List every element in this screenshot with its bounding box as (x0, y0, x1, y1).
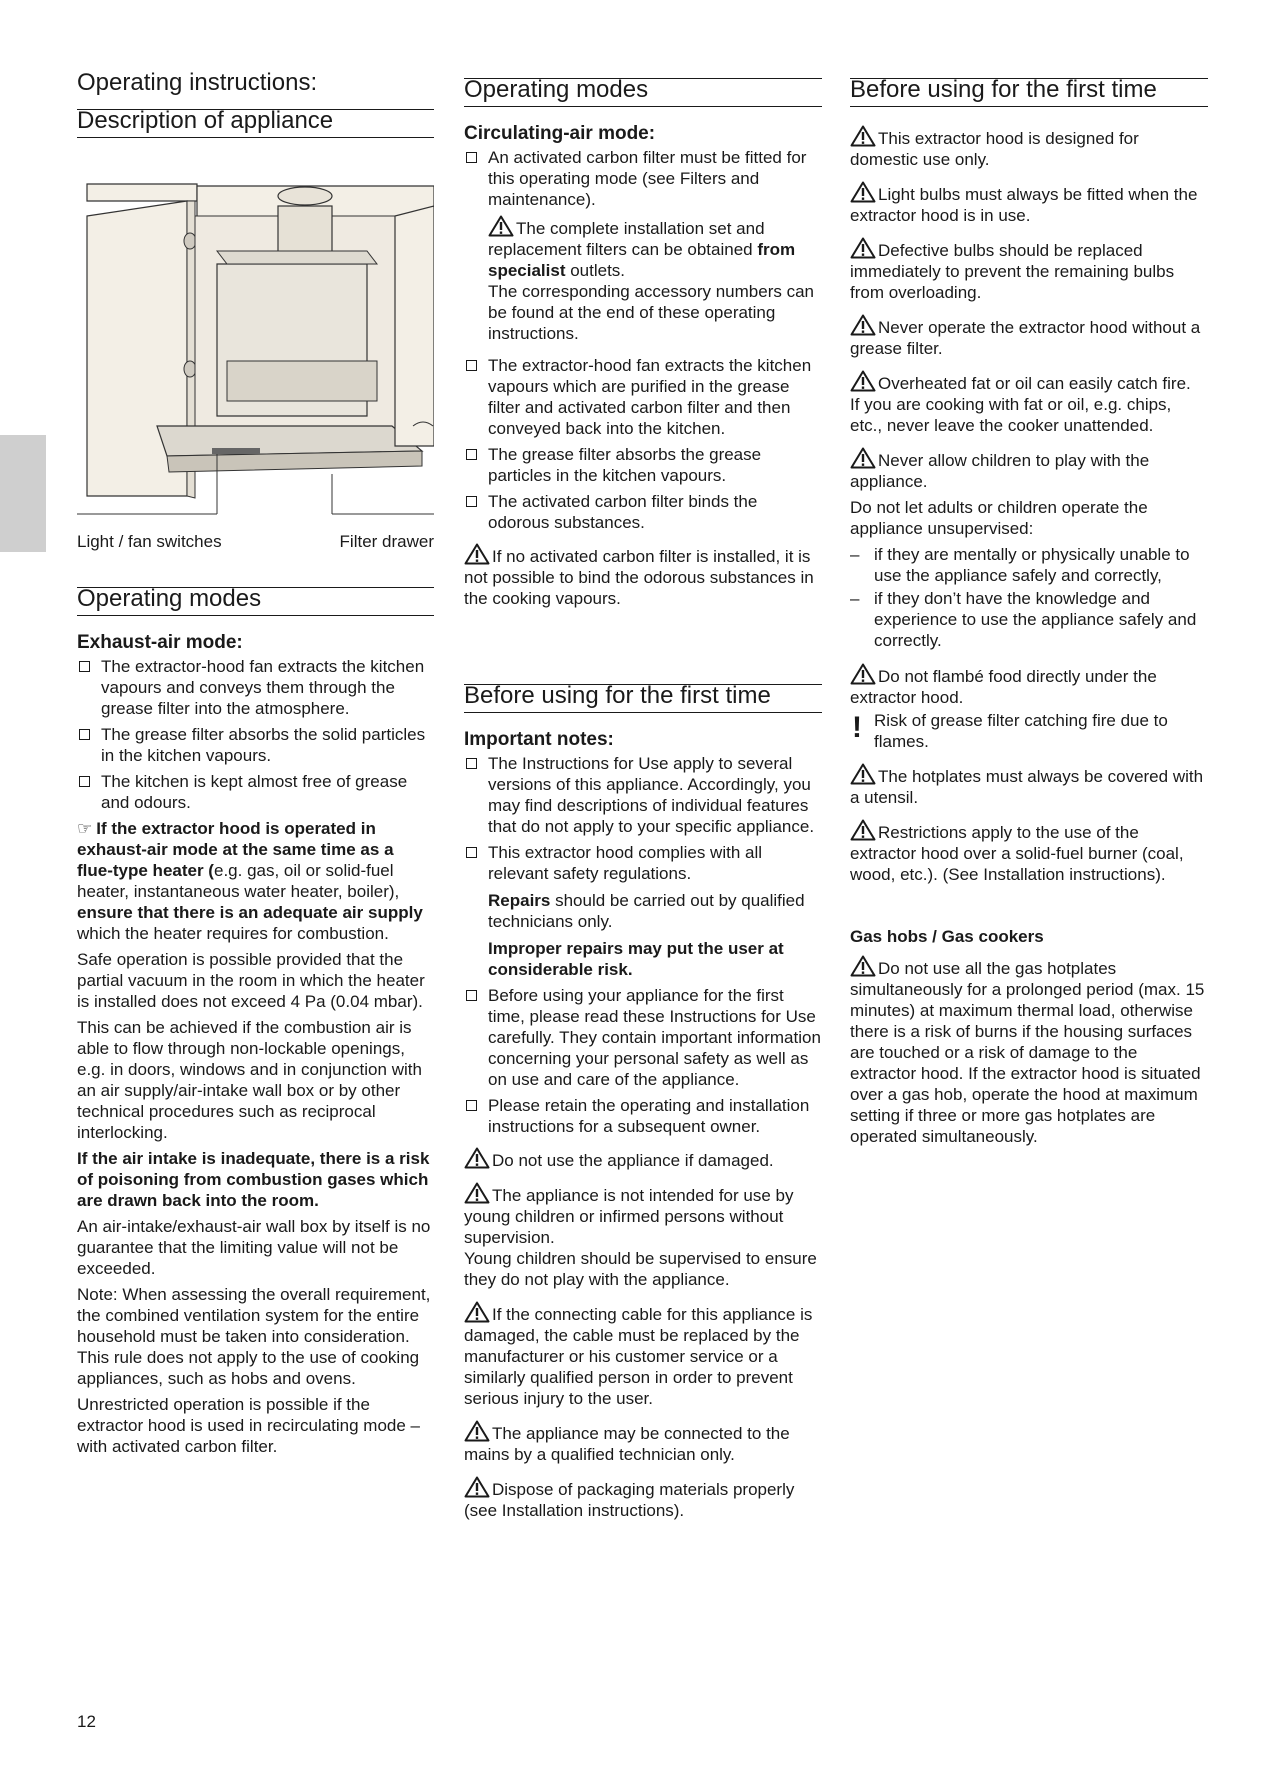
list-item: The extractor-hood fan extracts the kitchen vapours and conveys them through the grease filter into the atmosphere. (77, 656, 434, 719)
warning-icon (850, 237, 876, 259)
page-title: Operating instructions: (77, 69, 318, 96)
chapter-tab (0, 435, 46, 552)
circulating-air-heading: Circulating-air mode: (464, 123, 656, 144)
domestic-use-warning: This extractor hood is designed for domestic use only. (850, 125, 1208, 170)
warning-icon (488, 215, 514, 237)
list-item: – if they don’t have the knowledge and experience to use the appliance safely and correctly. (850, 588, 1208, 651)
list-item: Please retain the operating and installation instructions for a subsequent owner. (464, 1095, 822, 1137)
before-first-use-heading: Before using for the first time (850, 78, 1208, 107)
column-2 (464, 0, 822, 1532)
circulating-air-list-2 (464, 355, 822, 533)
warning-icon (464, 1476, 490, 1498)
defective-bulbs-warning: Defective bulbs should be replaced immediately to prevent the remaining bulbs from overloading. (850, 237, 1208, 303)
important-notes-list (464, 753, 822, 1137)
flue-heater-note: ☞ If the extractor hood is operated in exhaust-air mode at the same time as a flue-type heater (e.g. gas, oil or solid-fuel heater, instantaneous water heater, boiler), ensure that there is an adequate air supply which the heater requires for combustion. (77, 819, 423, 943)
para-note: Note: When assessing the overall requirement, the combined ventilation system for the entire household must be taken into consideration. This rule does not apply to the use of cooking appliances, such as hobs and ovens. (77, 1285, 431, 1388)
extractor-hood-illustration (77, 156, 434, 531)
warning-icon (464, 1301, 490, 1323)
damaged-warning: Do not use the appliance if damaged. (464, 1147, 822, 1171)
list-item: The grease filter absorbs the solid particles in the kitchen vapours. (77, 724, 434, 766)
operating-modes-heading: Operating modes (77, 587, 434, 616)
warning-icon (464, 1147, 490, 1169)
para-unrestricted: Unrestricted operation is possible if the extractor hood is used in recirculating mode – with activated carbon filter. (77, 1395, 421, 1456)
list-item: The activated carbon filter binds the odorous substances. (464, 491, 822, 533)
cable-warning: If the connecting cable for this appliance is damaged, the cable must be replaced by the manufacturer or his customer service or a similarly qualified person in order to prevent serious injury to the user. (464, 1301, 822, 1409)
adults-list (850, 544, 1208, 651)
warning-icon (464, 1182, 490, 1204)
column-3 (850, 0, 1208, 1158)
description-heading: Description of appliance (77, 109, 434, 138)
exhaust-air-list (77, 656, 434, 813)
column-1 (77, 0, 434, 1462)
installation-set-warning: The complete installation set and replacement filters can be obtained from specialist outlets. The corresponding accessory numbers can be found at the end of these operating instructions. (464, 215, 822, 344)
packaging-warning: Dispose of packaging materials properly (see Installation instructions). (464, 1476, 822, 1521)
adults-note: Do not let adults or children operate the appliance unsupervised: (850, 498, 1148, 538)
list-item: The grease filter absorbs the grease particles in the kitchen vapours. (464, 444, 822, 486)
operating-modes-heading: Operating modes (464, 78, 822, 107)
carbon-filter-warning: If no activated carbon filter is installed, it is not possible to bind the odorous substances in the cooking vapours. (464, 543, 822, 609)
list-item: An activated carbon filter must be fitted for this operating mode (see Filters and maintenance). (464, 147, 822, 210)
para-combustion-air: This can be achieved if the combustion air is able to flow through non-lockable openings, e.g. in doors, windows and in conjunction with an air supply/air-intake wall box or by other technical procedures such as reciprocal interlocking. (77, 1018, 422, 1142)
warning-icon (850, 763, 876, 785)
exclamation-icon: ! (852, 711, 862, 744)
before-first-use-heading: Before using for the first time (464, 684, 822, 713)
circulating-air-list (464, 147, 822, 210)
list-item: Before using your appliance for the first time, please read these Instructions for Use carefully. They contain important information concerning your personal safety as well as on use and care of the appliance. (464, 985, 822, 1090)
list-item: The kitchen is kept almost free of grease and odours. (77, 771, 434, 813)
para-poisoning-risk: If the air intake is inadequate, there is a risk of poisoning from combustion gases which are drawn back into the room. (77, 1149, 430, 1210)
exhaust-air-heading: Exhaust-air mode: (77, 632, 243, 653)
warning-icon (850, 314, 876, 336)
warning-icon (850, 955, 876, 977)
warning-icon (850, 447, 876, 469)
page-number: 12 (77, 1712, 96, 1731)
overheated-fat-warning: Overheated fat or oil can easily catch fire. If you are cooking with fat or oil, e.g. chips, etc., never leave the cooker unattended. (850, 370, 1208, 436)
figure-label-filter-drawer: Filter drawer (339, 532, 434, 551)
list-item: The Instructions for Use apply to several versions of this appliance. Accordingly, you may find descriptions of individual features that do not apply to your specific appliance. (464, 753, 822, 837)
flambe-warning: Do not flambé food directly under the extractor hood. (850, 663, 1208, 708)
list-item: – if they are mentally or physically unable to use the appliance safely and correctly, (850, 544, 1208, 586)
warning-icon (850, 370, 876, 392)
warning-icon (850, 125, 876, 147)
warning-icon (850, 181, 876, 203)
fire-risk-note: ! Risk of grease filter catching fire due to flames. (852, 711, 1168, 751)
appliance-figure (77, 156, 434, 551)
figure-label-switches: Light / fan switches (77, 532, 222, 551)
para-safe-operation: Safe operation is possible provided that the partial vacuum in the room in which the heater is installed does not exceed 4 Pa (0.04 mbar). (77, 950, 425, 1011)
warning-icon (850, 819, 876, 841)
grease-filter-warning: Never operate the extractor hood without a grease filter. (850, 314, 1208, 359)
important-notes-heading: Important notes: (464, 729, 614, 750)
list-item: This extractor hood complies with all relevant safety regulations. Repairs should be carried out by qualified technicians only. Improper repairs may put the user at considerable risk. (464, 842, 822, 980)
gas-hotplates-warning: Do not use all the gas hotplates simultaneously for a prolonged period (max. 15 minutes) at maximum thermal load, otherwise there is a risk of burns if the housing surfaces are touched or a risk of damage to the extractor hood. If the extractor hood is situated over a gas hob, operate the hood at maximum setting if three or more gas hotplates are operated simultaneously. (850, 955, 1208, 1147)
warning-icon (464, 543, 490, 565)
pointing-hand-icon: ☞ (77, 819, 93, 838)
solid-fuel-warning: Restrictions apply to the use of the extractor hood over a solid-fuel burner (coal, wood, etc.). (See Installation instructions). (850, 819, 1208, 885)
light-bulbs-warning: Light bulbs must always be fitted when the extractor hood is in use. (850, 181, 1208, 226)
warning-icon (850, 663, 876, 685)
mains-warning: The appliance may be connected to the mains by a qualified technician only. (464, 1420, 822, 1465)
children-play-warning: Never allow children to play with the appliance. (850, 447, 1208, 492)
children-warning: The appliance is not intended for use by young children or infirmed persons without supervision. Young children should be supervised to ensure they do not play with the appliance. (464, 1182, 822, 1290)
gas-hobs-heading: Gas hobs / Gas cookers (850, 927, 1044, 946)
para-wall-box: An air-intake/exhaust-air wall box by itself is no guarantee that the limiting value will not be exceeded. (77, 1217, 431, 1278)
hotplates-warning: The hotplates must always be covered with a utensil. (850, 763, 1208, 808)
list-item: The extractor-hood fan extracts the kitchen vapours which are purified in the grease filter and activated carbon filter and then conveyed back into the kitchen. (464, 355, 822, 439)
warning-icon (464, 1420, 490, 1442)
